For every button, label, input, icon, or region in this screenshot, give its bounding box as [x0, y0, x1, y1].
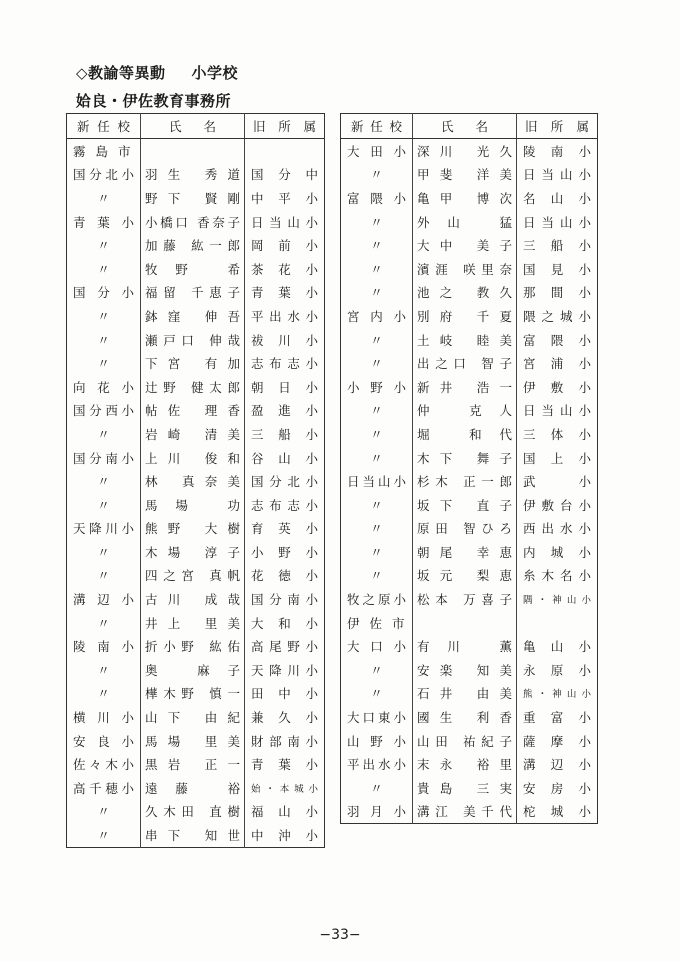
new-school: 〃 [67, 800, 141, 824]
new-school: 〃 [67, 186, 141, 210]
former-school: 隈之城小 [523, 308, 591, 324]
new-school: 〃 [341, 210, 413, 234]
table-row [67, 634, 325, 658]
table-row [67, 682, 325, 706]
table-row [67, 163, 325, 187]
teacher-name: 福留 千恵子 [141, 281, 245, 305]
table-row [341, 422, 598, 446]
new-school: 佐々木小 [67, 752, 141, 776]
teacher-name: 有川 薫 [413, 634, 517, 658]
teacher-name: 松本 万喜子 [413, 587, 517, 611]
empty-cell [141, 139, 245, 163]
teacher-name: 鉢窪 伸吾 [141, 304, 245, 328]
table-row [67, 257, 325, 281]
former-school: 福山小 [251, 804, 318, 820]
new-school: 〃 [67, 682, 141, 706]
new-school: 日当山小 [341, 469, 413, 493]
former-school: 日当山小 [251, 214, 318, 230]
teacher-name: 貴島 三実 [413, 776, 517, 800]
teacher-name: 堀 和代 [413, 422, 517, 446]
table-row [341, 564, 598, 588]
former-school: 茶花小 [251, 261, 318, 277]
teacher-name: 野下 賢剛 [141, 186, 245, 210]
new-school: 〃 [67, 564, 141, 588]
former-school: 国分南小 [251, 592, 318, 608]
former-school: 国分中 [251, 167, 318, 183]
table-row [67, 469, 325, 493]
former-school: 中沖小 [251, 828, 318, 844]
table-row [341, 304, 598, 328]
teacher-name: 串下 知世 [141, 823, 245, 847]
table-row [341, 634, 598, 658]
table-row [341, 682, 598, 706]
teacher-name: 山田 祐紀子 [413, 729, 517, 753]
table-row [67, 564, 325, 588]
new-school: 〃 [341, 493, 413, 517]
former-school: 安房小 [523, 780, 591, 796]
table-row [341, 540, 598, 564]
header-new: 新任校 [341, 114, 413, 139]
teacher-name: 木場 淳子 [141, 540, 245, 564]
table-row [341, 517, 598, 541]
new-school: 陵南小 [67, 634, 141, 658]
new-school: 〃 [341, 351, 413, 375]
teacher-name: 古川 成哉 [141, 587, 245, 611]
new-school: 〃 [341, 776, 413, 800]
new-school: 〃 [67, 422, 141, 446]
new-school: 高千穂小 [67, 776, 141, 800]
new-school: 〃 [67, 233, 141, 257]
new-school: 溝辺小 [67, 587, 141, 611]
section-row [341, 611, 598, 635]
teacher-name: 牧野 希 [141, 257, 245, 281]
teacher-name: 國生 利香 [413, 705, 517, 729]
new-school: 〃 [341, 163, 413, 187]
table-row [341, 257, 598, 281]
new-school: 〃 [341, 564, 413, 588]
table-row [67, 304, 325, 328]
former-school: 始・本城小 [251, 783, 318, 795]
new-school: 〃 [67, 257, 141, 281]
table-row [67, 328, 325, 352]
table-row [67, 611, 325, 635]
table-row [67, 446, 325, 470]
new-school: 〃 [341, 517, 413, 541]
teacher-name: 坂下 直子 [413, 493, 517, 517]
new-school: 国分西小 [67, 399, 141, 423]
heading-main: ◇教諭等異動 [76, 64, 166, 82]
former-school: 那間小 [523, 285, 591, 301]
new-school: 〃 [341, 682, 413, 706]
header-name: 氏名 [413, 114, 517, 139]
former-school: 三船小 [523, 238, 591, 254]
former-school: 糸木名小 [523, 568, 591, 584]
new-school: 〃 [341, 446, 413, 470]
former-school: 国分北小 [251, 474, 318, 490]
table-row [67, 752, 325, 776]
section-row [67, 139, 325, 163]
table-row [67, 729, 325, 753]
table-row [341, 493, 598, 517]
roster-table-left [66, 113, 325, 848]
teacher-name: 末永 裕里 [413, 752, 517, 776]
teacher-name: 石井 由美 [413, 682, 517, 706]
teacher-name: 安楽 知美 [413, 658, 517, 682]
former-school: 溝辺小 [523, 757, 591, 773]
new-school: 宮内小 [341, 304, 413, 328]
former-school: 中平小 [251, 190, 318, 206]
teacher-name: 井上 里美 [141, 611, 245, 635]
former-school: 青葉小 [251, 757, 318, 773]
table-row [67, 399, 325, 423]
former-school: 日当山小 [523, 403, 591, 419]
teacher-name: 仲 克人 [413, 399, 517, 423]
header-old: 旧所属 [245, 114, 325, 139]
former-school: 小野小 [251, 544, 318, 560]
new-school: 牧之原小 [341, 587, 413, 611]
new-school: 〃 [67, 540, 141, 564]
new-school: 国分北小 [67, 163, 141, 187]
table-row [67, 186, 325, 210]
new-school: 山野小 [341, 729, 413, 753]
header-row [67, 114, 325, 139]
table-row [341, 705, 598, 729]
new-school: 大口小 [341, 634, 413, 658]
table-row [341, 163, 598, 187]
header-row [341, 114, 598, 139]
teacher-name: 辻野 健太郎 [141, 375, 245, 399]
heading-sub: 小学校 [191, 64, 239, 82]
new-school: 〃 [341, 658, 413, 682]
former-school: 永原小 [523, 662, 591, 678]
former-school: 柁城小 [523, 804, 591, 820]
table-row [67, 800, 325, 824]
former-school: 志布志小 [251, 356, 318, 372]
new-school: 大田小 [341, 139, 413, 163]
new-school: 〃 [67, 493, 141, 517]
table-row [67, 776, 325, 800]
table-row [341, 399, 598, 423]
new-school: 〃 [341, 281, 413, 305]
new-school: 国分南小 [67, 446, 141, 470]
former-school: 国上小 [523, 450, 591, 466]
teacher-name: 下宮 有加 [141, 351, 245, 375]
teacher-name: 木下 舞子 [413, 446, 517, 470]
new-school: 〃 [67, 611, 141, 635]
table-row [67, 517, 325, 541]
new-school: 〃 [341, 540, 413, 564]
section-heading [76, 62, 238, 83]
empty-cell [245, 139, 325, 163]
teacher-name: 甲斐 洋美 [413, 163, 517, 187]
former-school: 谷山小 [251, 450, 318, 466]
teacher-name: 杉木 正一郎 [413, 469, 517, 493]
new-school: 〃 [341, 257, 413, 281]
table-row [341, 446, 598, 470]
table-row [341, 186, 598, 210]
table-row [341, 328, 598, 352]
former-school: 亀山小 [523, 639, 591, 655]
teacher-name: 土岐 睦美 [413, 328, 517, 352]
former-school: 名山小 [523, 190, 591, 206]
former-school: 三船小 [251, 426, 318, 442]
table-row [67, 422, 325, 446]
teacher-name: 別府 千夏 [413, 304, 517, 328]
empty-cell [517, 611, 598, 635]
new-school: 富隈小 [341, 186, 413, 210]
table-row [341, 233, 598, 257]
teacher-name: 濱涯 咲里奈 [413, 257, 517, 281]
teacher-name: 岩崎 清美 [141, 422, 245, 446]
table-row [67, 658, 325, 682]
header-old: 旧所属 [517, 114, 598, 139]
former-school: 薩摩小 [523, 733, 591, 749]
new-school: 〃 [341, 422, 413, 446]
new-school: 羽月小 [341, 800, 413, 824]
former-school: 盈進小 [251, 403, 318, 419]
teacher-name: 朝尾 幸恵 [413, 540, 517, 564]
teacher-name: 上川 俊和 [141, 446, 245, 470]
former-school: 西出水小 [523, 521, 591, 537]
former-school: 富隈小 [523, 332, 591, 348]
table-row [67, 351, 325, 375]
teacher-name: 熊野 大樹 [141, 517, 245, 541]
new-school: 〃 [67, 304, 141, 328]
former-school: 田中小 [251, 686, 318, 702]
table-row [67, 210, 325, 234]
former-school: 熊・神山小 [523, 689, 591, 701]
new-school: 向花小 [67, 375, 141, 399]
table-row [341, 210, 598, 234]
teacher-name: 馬場 功 [141, 493, 245, 517]
new-school: 〃 [341, 233, 413, 257]
section-label: 霧 島 市 [67, 139, 141, 163]
former-school: 青葉小 [251, 285, 318, 301]
table-row [341, 658, 598, 682]
teacher-name: 新井 浩一 [413, 375, 517, 399]
table-row [67, 823, 325, 847]
teacher-name: 久木田 直樹 [141, 800, 245, 824]
teacher-name: 奥 麻子 [141, 658, 245, 682]
former-school: 武小 [523, 474, 591, 490]
table-row [67, 540, 325, 564]
table-row [341, 375, 598, 399]
teacher-name: 池之 教久 [413, 281, 517, 305]
former-school: 朝日小 [251, 379, 318, 395]
new-school: 〃 [67, 351, 141, 375]
former-school: 育英小 [251, 521, 318, 537]
new-school: 〃 [67, 469, 141, 493]
teacher-name: 深川 光久 [413, 139, 517, 163]
former-school: 宮浦小 [523, 356, 591, 372]
former-school: 祓川小 [251, 332, 318, 348]
former-school: 国見小 [523, 261, 591, 277]
teacher-name: 小橋口 香奈子 [141, 210, 245, 234]
teacher-name: 黒岩 正一 [141, 752, 245, 776]
former-school: 財部南小 [251, 733, 318, 749]
table-row [341, 139, 598, 163]
new-school: 〃 [341, 328, 413, 352]
table-row [341, 729, 598, 753]
new-school: 横川小 [67, 705, 141, 729]
former-school: 岡前小 [251, 238, 318, 254]
new-school: 〃 [67, 658, 141, 682]
table-row [341, 281, 598, 305]
table-row [67, 705, 325, 729]
header-name: 氏名 [141, 114, 245, 139]
teacher-name: 原田 智ひろ [413, 517, 517, 541]
new-school: 大口東小 [341, 705, 413, 729]
page-number: −33− [319, 927, 361, 943]
table-row [67, 375, 325, 399]
teacher-name: 山下 由紀 [141, 705, 245, 729]
new-school: 〃 [67, 328, 141, 352]
header-new: 新任校 [67, 114, 141, 139]
former-school: 高尾野小 [251, 639, 318, 655]
new-school: 平出水小 [341, 752, 413, 776]
teacher-name: 加藤 紘一郎 [141, 233, 245, 257]
former-school: 兼久小 [251, 710, 318, 726]
former-school: 重富小 [523, 710, 591, 726]
former-school: 伊敷台小 [523, 497, 591, 513]
teacher-name: 遠藤 裕 [141, 776, 245, 800]
new-school: 小野小 [341, 375, 413, 399]
teacher-name: 外山 猛 [413, 210, 517, 234]
former-school: 隅・神山小 [523, 595, 591, 607]
teacher-name: 亀甲 博次 [413, 186, 517, 210]
roster-table-right [340, 113, 598, 824]
teacher-name: 樺木野 慎一 [141, 682, 245, 706]
former-school: 陵南小 [523, 143, 591, 159]
former-school: 花徳小 [251, 568, 318, 584]
teacher-name: 大中 美子 [413, 233, 517, 257]
former-school: 三体小 [523, 426, 591, 442]
table-row [341, 776, 598, 800]
new-school: 天降川小 [67, 517, 141, 541]
table-row [341, 587, 598, 611]
table-row [341, 469, 598, 493]
former-school: 平出水小 [251, 308, 318, 324]
former-school: 日当山小 [523, 214, 591, 230]
empty-cell [413, 611, 517, 635]
teacher-name: 四之宮 真帆 [141, 564, 245, 588]
table-row [341, 800, 598, 824]
new-school: 青葉小 [67, 210, 141, 234]
new-school: 安良小 [67, 729, 141, 753]
table-row [341, 752, 598, 776]
former-school: 日当山小 [523, 167, 591, 183]
table-row [67, 587, 325, 611]
teacher-name: 馬場 里美 [141, 729, 245, 753]
teacher-name: 出之口 智子 [413, 351, 517, 375]
teacher-name: 帖佐 理香 [141, 399, 245, 423]
teacher-name: 林 真奈美 [141, 469, 245, 493]
new-school: 国分小 [67, 281, 141, 305]
table-row [67, 493, 325, 517]
teacher-name: 溝江 美千代 [413, 800, 517, 824]
former-school: 内城小 [523, 544, 591, 560]
teacher-name: 羽生 秀道 [141, 163, 245, 187]
new-school: 〃 [341, 399, 413, 423]
section-label: 伊 佐 市 [341, 611, 413, 635]
table-row [67, 281, 325, 305]
teacher-name: 坂元 梨恵 [413, 564, 517, 588]
former-school: 大和小 [251, 615, 318, 631]
teacher-name: 折小野 紘佑 [141, 634, 245, 658]
office-heading: 姶良・伊佐教育事務所 [76, 92, 232, 110]
former-school: 伊敷小 [523, 379, 591, 395]
new-school: 〃 [67, 823, 141, 847]
table-row [67, 233, 325, 257]
former-school: 志布志小 [251, 497, 318, 513]
teacher-name: 瀬戸口 伸哉 [141, 328, 245, 352]
table-row [341, 351, 598, 375]
former-school: 天降川小 [251, 662, 318, 678]
